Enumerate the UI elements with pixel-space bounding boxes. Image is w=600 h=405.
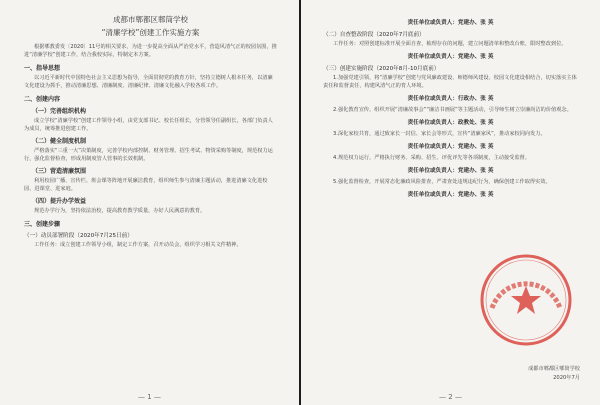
task-item-1: 1.加强党建引领，将“清廉学校”创建与党风廉政建设、师德师风建设、校园文化建设相结合，切实落实主体责任和监督责任，构建风清气正的育人环境。 [323, 75, 577, 89]
document-page-2 [301, 0, 600, 405]
intro-paragraph: 根据郫教委发〔2020〕11号的相关要求，为进一步提高全面从严治党水平，营造风清气正的校园氛围，推进“清廉学校”创建工作，结合我校实际，特制定本方案。 [24, 44, 277, 58]
responsibility-line: 责任单位或负责人：政教处、张 英 [407, 120, 494, 126]
section-heading-1: 一、指导思想 [24, 65, 61, 72]
subsection-1-text: 成立学校“清廉学校”创建工作领导小组，由党支部书记、校长任组长，分管领导任副组长，各部门负责人为成员，统筹推进创建工作。 [24, 118, 273, 132]
phase-2-text: 工作任务：对照创建标准开展全面自查，梳理存在的问题，建立问题清单和整改台账，限时整改到位。 [333, 41, 567, 47]
task-item-4: 4.规范权力运行，严格执行财务、采购、招生、评优评先等各项制度，主动接受监督。 [333, 155, 530, 161]
document-page-1 [0, 0, 299, 405]
signing-date: 2020年7月 [553, 375, 580, 381]
page-number-2: — 2 — [439, 393, 462, 401]
section-1-text: 以习近平新时代中国特色社会主义思想为指导，全面贯彻党的教育方针，坚持立德树人根本任务，以清廉文化建设为抓手，推动清廉思想、清廉制度、清廉纪律、清廉文化融入学校各项工作。 [24, 75, 273, 89]
document-subtitle: “清廉学校”创建工作实施方案 [101, 28, 200, 37]
official-seal-stamp [476, 250, 576, 350]
task-item-5: 5.强化监督检查，开展常态化廉政风险排查，严肃查处违规违纪行为，确保创建工作取得实效。 [333, 179, 551, 185]
phase-2-heading: （二）自查整改阶段（2020年7月底前） [323, 32, 425, 38]
phase-1-text: 工作任务：成立创建工作领导小组，制定工作方案，召开动员会，组织学习相关文件精神。 [34, 242, 242, 248]
task-item-3: 3.深化家校共育，通过致家长一封信、家长会等形式，宣传“清廉家风”，推动家校同向发力。 [333, 131, 546, 137]
responsibility-line: 责任单位或负责人：党建办、张 英 [407, 144, 494, 150]
subsection-heading-3: （三）营造清廉氛围 [32, 168, 87, 175]
signing-organization: 成都市郫都区郫筒学校 [528, 366, 580, 372]
phase-3-heading: （三）创建实施阶段（2020年8月-10月底前） [323, 66, 440, 72]
section-heading-3: 三、创建步骤 [24, 221, 61, 228]
subsection-4-text: 规范办学行为，坚持依法治校，提高教育教学质量，办好人民满意的教育。 [34, 208, 206, 214]
responsibility-line: 责任单位或负责人：行政办、张 英 [407, 96, 494, 102]
subsection-heading-1: （一）完善组织机构 [32, 108, 87, 115]
task-item-2: 2.强化教育宣传，组织开展“清廉故事会”“廉洁书画展”等主题活动，引导师生树立崇廉尚洁的价值观念。 [333, 107, 572, 113]
subsection-3-text: 利用校园广播、宣传栏、班会课等阵地开展廉洁教育，组织师生参与清廉主题活动，推进清廉文化进校园、进课堂、进家庭。 [24, 178, 268, 192]
section-heading-2: 二、创建内容 [24, 96, 61, 103]
document-title: 成都市郫都区郫筒学校 [113, 15, 188, 24]
subsection-2-text: 严格落实“三重一大”决策制度，完善学校内部控制、财务管理、招生考试、物资采购等制度，规范权力运行，强化监督检查，形成用制度管人管事的长效机制。 [24, 148, 273, 162]
responsibility-line: 责任单位或负责人：党建办、张 英 [407, 192, 494, 198]
subsection-heading-4: （四）提升办学效益 [32, 198, 87, 205]
phase-1-heading: （一）动员部署阶段（2020年7月25日前） [24, 233, 133, 239]
responsibility-line: 责任单位或负责人：党建办、张 英 [407, 54, 494, 60]
responsibility-line: 责任单位或负责人：党建办、张 英 [407, 168, 494, 174]
subsection-heading-2: （二）健全制度机制 [32, 138, 87, 145]
responsibility-line: 责任单位或负责人：党建办、张 英 [407, 20, 494, 26]
page-number-1: — 1 — [138, 393, 161, 401]
